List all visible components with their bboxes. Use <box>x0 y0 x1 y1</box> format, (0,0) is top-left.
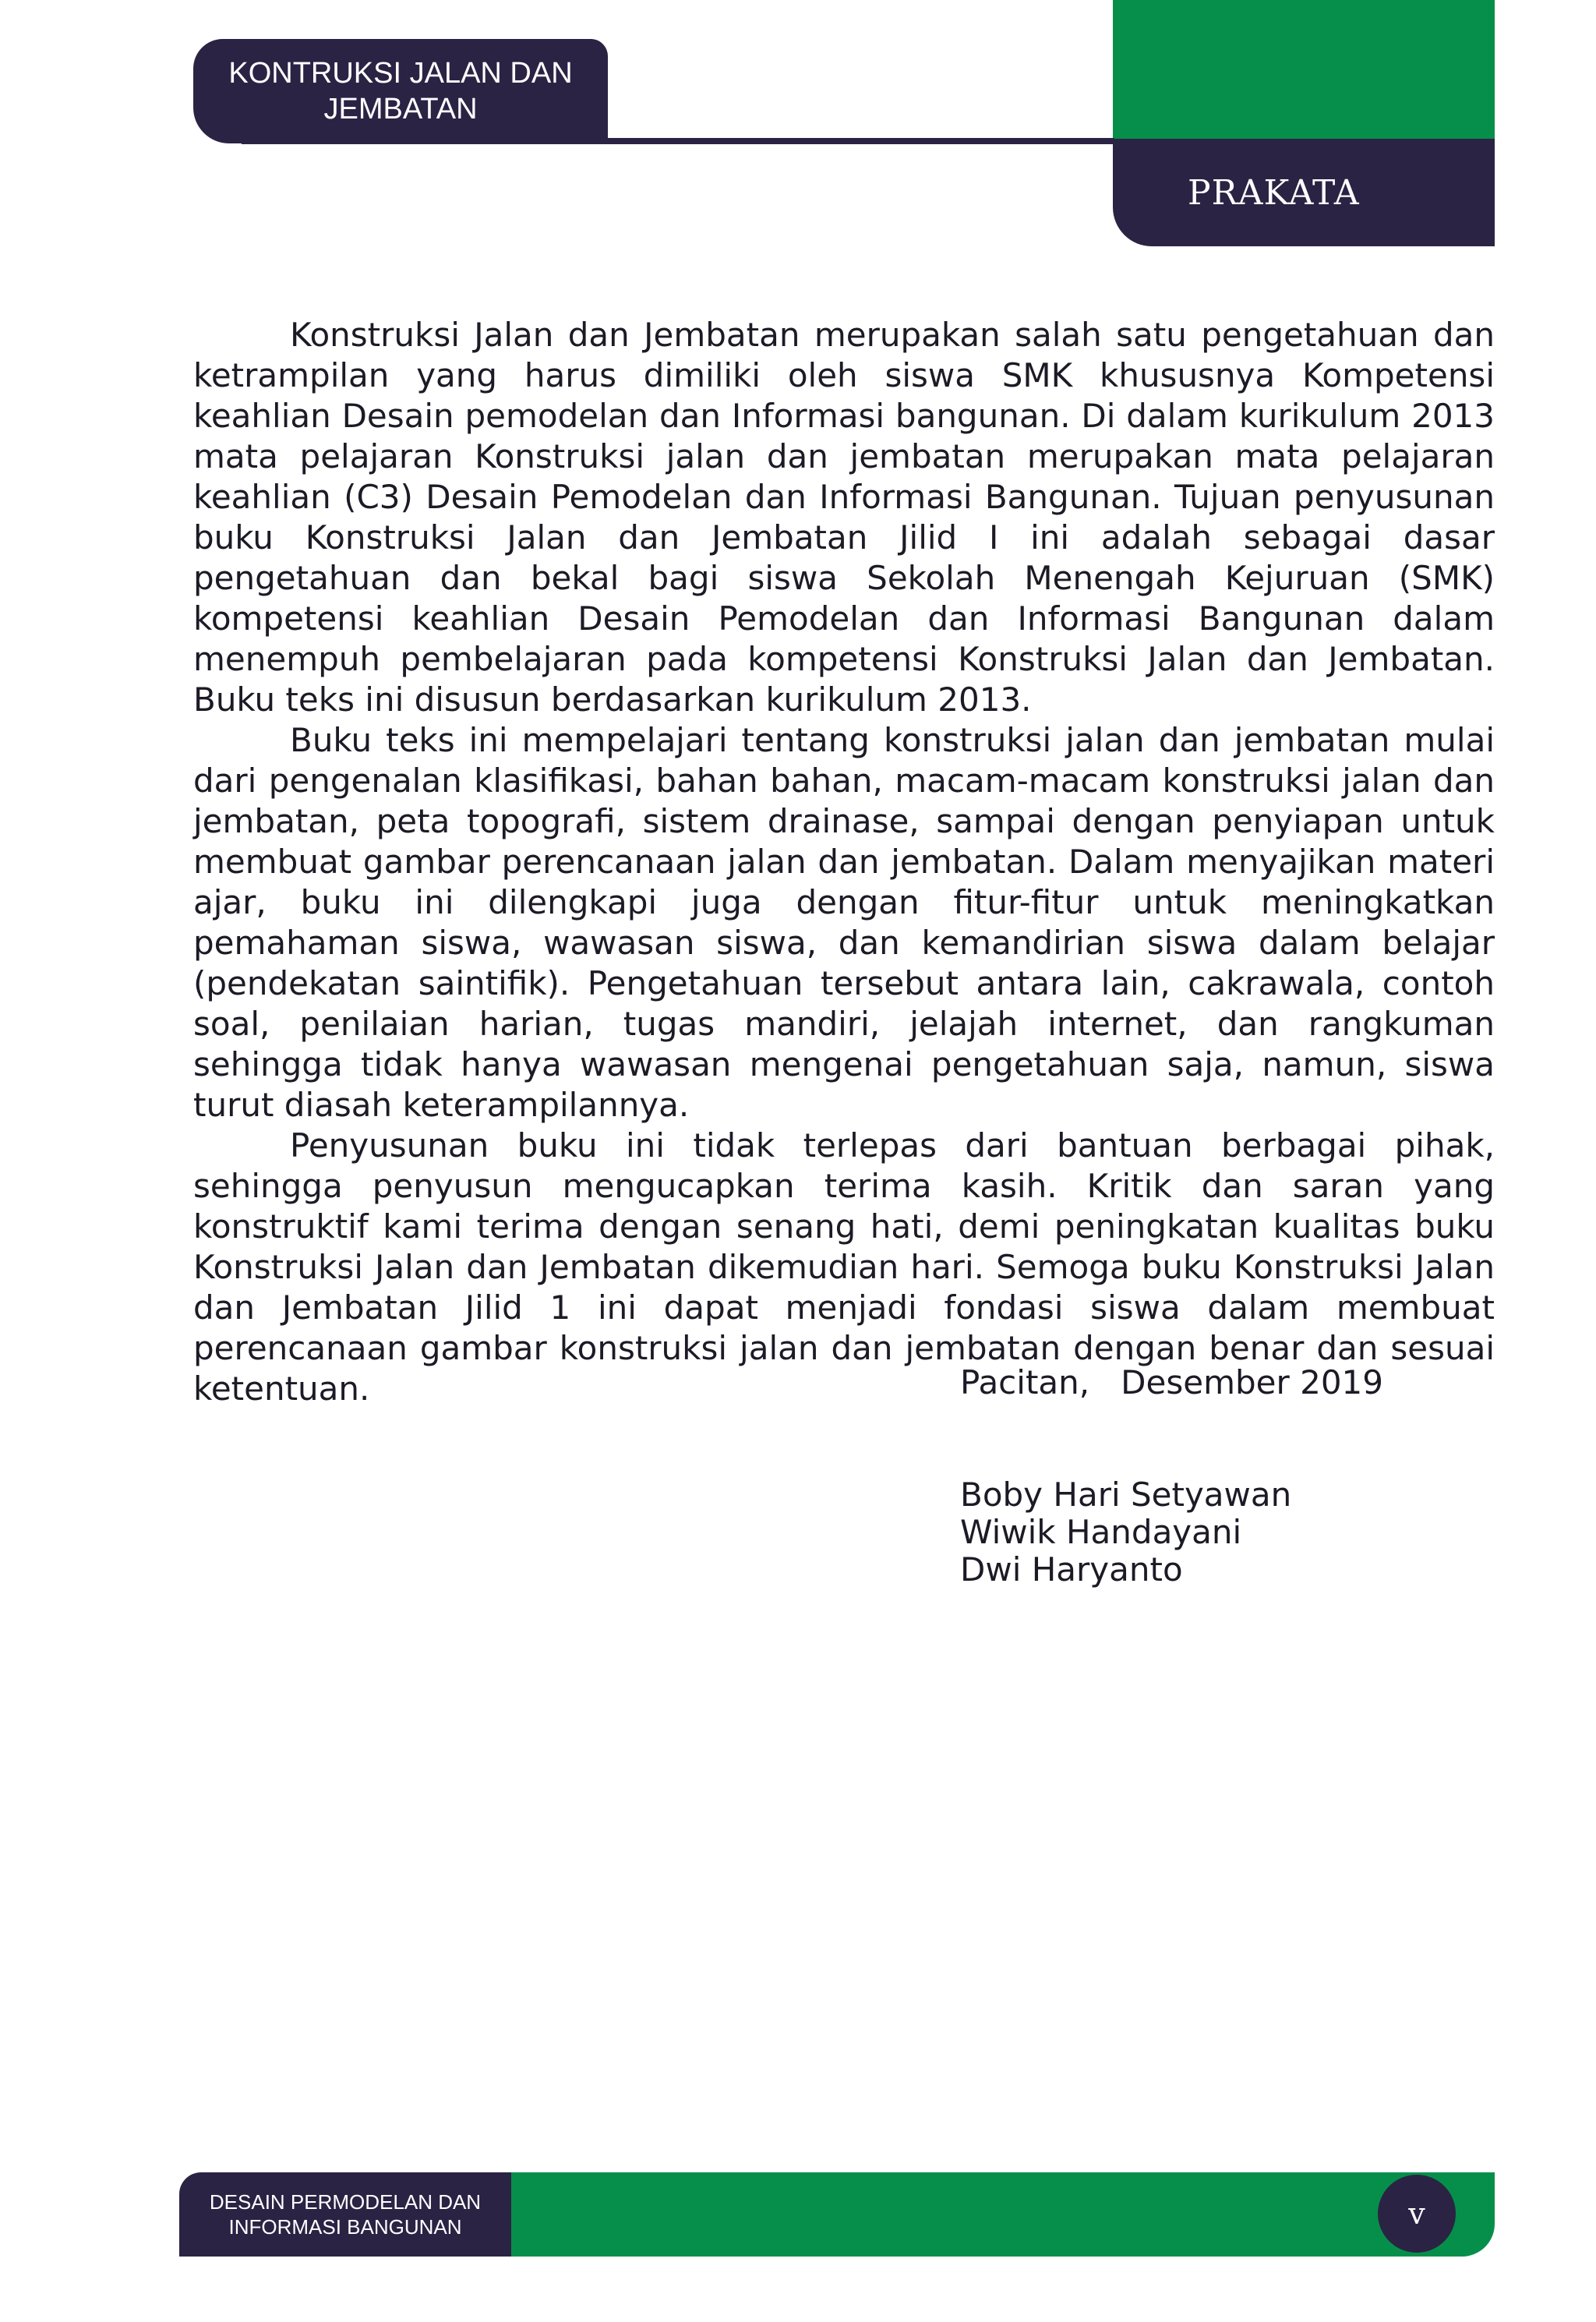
section-title: PRAKATA <box>1188 172 1360 213</box>
preface-body <box>193 315 1495 1409</box>
place-date: Pacitan, Desember 2019 <box>960 1363 1383 1401</box>
author-3: Dwi Haryanto <box>960 1550 1183 1589</box>
signature-block <box>960 1364 1383 1589</box>
page-number-label: v <box>1408 2197 1425 2231</box>
program-line1: DESAIN PERMODELAN DAN <box>209 2190 482 2214</box>
book-title-tab <box>193 39 608 143</box>
section-title-block <box>1113 139 1495 246</box>
book-title-line1: KONTRUKSI JALAN DAN <box>228 57 573 90</box>
author-1: Boby Hari Setyawan <box>960 1476 1292 1514</box>
paragraph-1: Konstruksi Jalan dan Jembatan merupakan salah satu pengetahuan dan ketrampilan yang harus dimiliki oleh siswa SMK khususnya Kompetensi keahlian Desain pemodelan dan Informasi bangunan. Di dalam kurikulum 2013 mata pelajaran Konstruksi jalan dan jembatan merupakan mata pelajaran keahlian (C3) Desain Pemodelan dan Informasi Bangunan. Tujuan penyusunan buku Konstruksi Jalan dan Jembatan Jilid I ini adalah sebagai dasar pengetahuan dan bekal bagi siswa Sekolah Menengah Kejuruan (SMK) kompetensi keahlian Desain Pemodelan dan Informasi Bangunan dalam menempuh pembelajaran pada kompetensi Konstruksi Jalan dan Jembatan. Buku teks ini disusun berdasarkan kurikulum 2013. <box>193 316 1495 719</box>
header-green-block <box>1113 0 1495 139</box>
program-line2: INFORMASI BANGUNAN <box>228 2215 462 2239</box>
author-2: Wiwik Handayani <box>960 1513 1242 1551</box>
page-number <box>1378 2175 1456 2253</box>
footer-green-bar <box>510 2172 1495 2257</box>
book-title-line2: JEMBATAN <box>323 93 478 125</box>
footer-program-tab <box>179 2172 511 2257</box>
paragraph-3: Penyusunan buku ini tidak terlepas dari bantuan berbagai pihak, sehingga penyusun mengucapkan terima kasih. Kritik dan saran yang konstruktif kami terima dengan senang hati, demi peningkatan kualitas buku Konstruksi Jalan dan Jembatan dikemudian hari. Semoga buku Konstruksi Jalan dan Jembatan Jilid 1 ini dapat menjadi fondasi siswa dalam membuat perencanaan gambar konstruksi jalan dan jembatan dengan benar dan sesuai ketentuan. <box>193 1126 1495 1408</box>
paragraph-2: Buku teks ini mempelajari tentang konstruksi jalan dan jembatan mulai dari pengenalan klasifikasi, bahan bahan, macam-macam konstruksi jalan dan jembatan, peta topografi, sistem drainase, sampai dengan penyiapan untuk membuat gambar perencanaan jalan dan jembatan. Dalam menyajikan materi ajar, buku ini dilengkapi juga dengan fitur-fitur untuk meningkatkan pemahaman siswa, wawasan siswa, dan kemandirian siswa dalam belajar (pendekatan saintifik). Pengetahuan tersebut antara lain, cakrawala, contoh soal, penilaian harian, tugas mandiri, jelajah internet, dan rangkuman sehingga tidak hanya wawasan mengenai pengetahuan saja, namun, siswa turut diasah keterampilannya. <box>193 721 1495 1124</box>
